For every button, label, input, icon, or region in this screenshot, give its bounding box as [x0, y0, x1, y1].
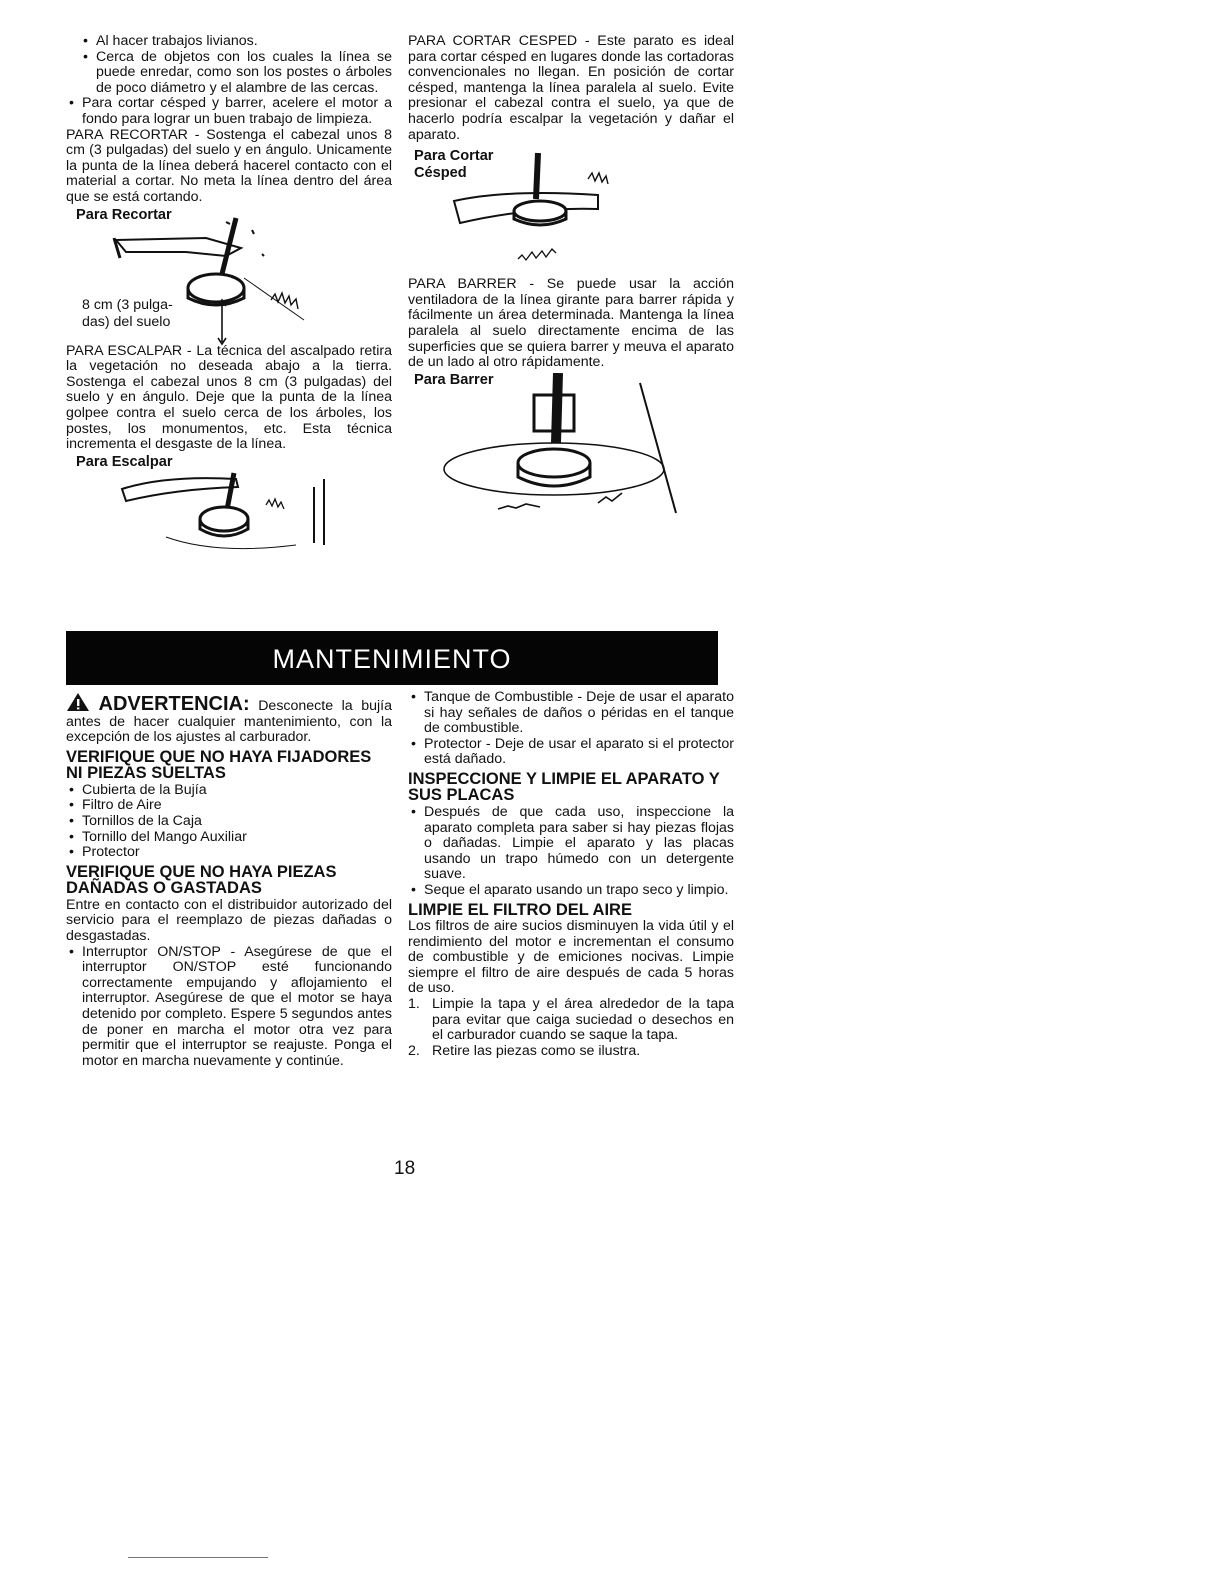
section-heading: VERIFIQUE QUE NO HAYA FIJADORES NI PIEZAS SUELTAS: [66, 747, 372, 783]
left-top-column: [66, 34, 392, 565]
step-text: Limpie la tapa y el área alrededor de la tapa para evitar que caiga suciedad o desechos en el carburador cuando se saque la tapa.: [432, 996, 734, 1044]
step-number: 2.: [408, 1042, 420, 1059]
trimmer-escalpar-illustration: [66, 455, 392, 565]
list-item: • Tornillos de la Caja: [66, 814, 392, 830]
list-item: • Protector - Deje de usar el aparato si el protector está dañado.: [408, 737, 734, 768]
right-top-column: [408, 34, 734, 523]
list-item: • Protector: [66, 845, 392, 861]
warning-label: ADVERTENCIA:: [98, 693, 250, 715]
warning-paragraph: [66, 692, 392, 746]
trimmer-barrer-illustration: [408, 373, 734, 523]
list-item: • Filtro de Aire: [66, 798, 392, 814]
right-bottom-column: [408, 690, 734, 1059]
trimmer-cesped-illustration: [408, 149, 734, 277]
height-label-line1: 8 cm (3 pulga-: [82, 296, 173, 313]
inspect-list: [408, 805, 734, 899]
list-item: • Seque el aparato usando un trapo seco y limpio.: [408, 883, 734, 899]
barrer-paragraph: PARA BARRER - Se puede usar la acción ventiladora de la línea girante para barrer rápida y fácilmente un área determinada. Mantenga la línea paralela al suelo directamente encima de las superficies que se quiera barrer y meuva el aparato de un lado al otro rápidamente.: [408, 276, 734, 371]
left-bottom-column: [66, 692, 392, 1069]
height-label-line2: das) del suelo: [82, 313, 171, 330]
paragraph: Entre en contacto con el distribuidor autorizado del servicio para el reemplazo de piezas dañadas o desgastadas.: [66, 896, 392, 944]
step-text: Retire las piezas como se ilustra.: [432, 1042, 641, 1059]
figure-caption: Para Recortar: [76, 206, 172, 223]
figure-caption: Para Cortar: [414, 148, 494, 165]
cesped-paragraph: PARA CORTAR CESPED - Este parato es ideal para cortar césped en lugares donde las cortadoras convencionales no llegan. En posición de cortar césped, mantenga la línea paralela al suelo. Evite presionar el cabezal contra el suelo, ya que de hacerlo podría escalpar la vegetación y dañar el aparato.: [408, 33, 734, 143]
list-item: • Interruptor ON/STOP - Asegúrese de que el interruptor ON/STOP esté funcionando correctamente empujando y aflojamiento el interruptor. Asegúrese de que el motor se haya detenido por completo. Espere 5 segundos antes de poner en marcha el motor otra vez para permitir que el interruptor se reajuste. Ponga el motor en marcha nuevamente y continúe.: [66, 945, 392, 1070]
escalpar-paragraph: PARA ESCALPAR - La técnica del ascalpado retira la vegetación no deseada abajo a la tierra. Sostenga el cabezal unos 8 cm (3 pulgadas) del suelo y en ángulo. Deje que la punta de la línea golpee contra el suelo cerca de los árboles, los postes, los monumentos, etc. Esta técnica incrementa el desgaste de la línea.: [66, 342, 392, 453]
section-heading: VERIFIQUE QUE NO HAYA PIEZAS DAÑADAS O GASTADAS: [66, 862, 337, 898]
numbered-step: [408, 997, 734, 1044]
section-heading: INSPECCIONE Y LIMPIE EL APARATO Y SUS PLACAS: [408, 769, 720, 805]
figure-caption: Césped: [414, 165, 467, 182]
list-item: • Al hacer trabajos livianos.: [80, 34, 392, 50]
figure-caption: Para Escalpar: [76, 453, 173, 470]
figure-barrer: [408, 373, 734, 523]
figure-recortar: [66, 208, 392, 346]
section-title: MANTENIMIENTO: [272, 644, 512, 674]
recortar-paragraph: PARA RECORTAR - Sostenga el cabezal unos 8 cm (3 pulgadas) del suelo y en ángulo. Unicamente la punta de la línea deberá hacerel contacto con el material a cortar. No meta la línea dentro del área que se está cortando.: [66, 126, 392, 205]
figure-cortar-cesped: [408, 149, 734, 277]
section-banner: [66, 631, 718, 685]
figure-caption: Para Barrer: [414, 371, 494, 388]
list-item: • Cerca de objetos con los cuales la línea se puede enredar, como son los postes o árboles de poco diámetro y el alambre de las cercas.: [80, 50, 392, 97]
list-item: • Tornillo del Mango Auxiliar: [66, 830, 392, 846]
list-item: • Cubierta de la Bujía: [66, 783, 392, 799]
parts-list: [66, 783, 392, 861]
footer-line: [128, 1557, 268, 1558]
warning-triangle-icon: [66, 692, 90, 712]
page-number: 18: [394, 1158, 416, 1179]
section-heading: LIMPIE EL FILTRO DEL AIRE: [408, 900, 632, 919]
paragraph: Los filtros de aire sucios disminuyen la vida útil y el rendimiento del motor e incrementan el consumo de combustible y de emiciones nocivas. Limpie siempre el filtro de aire después de cada 5 horas de uso.: [408, 918, 734, 997]
filter-steps: [408, 997, 734, 1059]
numbered-step: [408, 1044, 734, 1060]
list-item: • Tanque de Combustible - Deje de usar el aparato si hay señales de daños o péridas en el tanque de combustible.: [408, 690, 734, 737]
warning-text: Desconecte la bujía antes de hacer cualquier mantenimiento, con la excepción de los ajustes al carburador.: [66, 698, 392, 746]
step-number: 1.: [408, 996, 420, 1012]
list-item: • Después de que cada uso, inspeccione la aparato completa para saber si hay piezas flojas o dañadas. Limpie el aparato y las placas usando un trapo húmedo con un detergente suave.: [408, 805, 734, 883]
figure-escalpar: [66, 455, 392, 565]
list-item: • Para cortar césped y barrer, acelere el motor a fondo para lograr un buen trabajo de limpieza.: [66, 96, 392, 127]
